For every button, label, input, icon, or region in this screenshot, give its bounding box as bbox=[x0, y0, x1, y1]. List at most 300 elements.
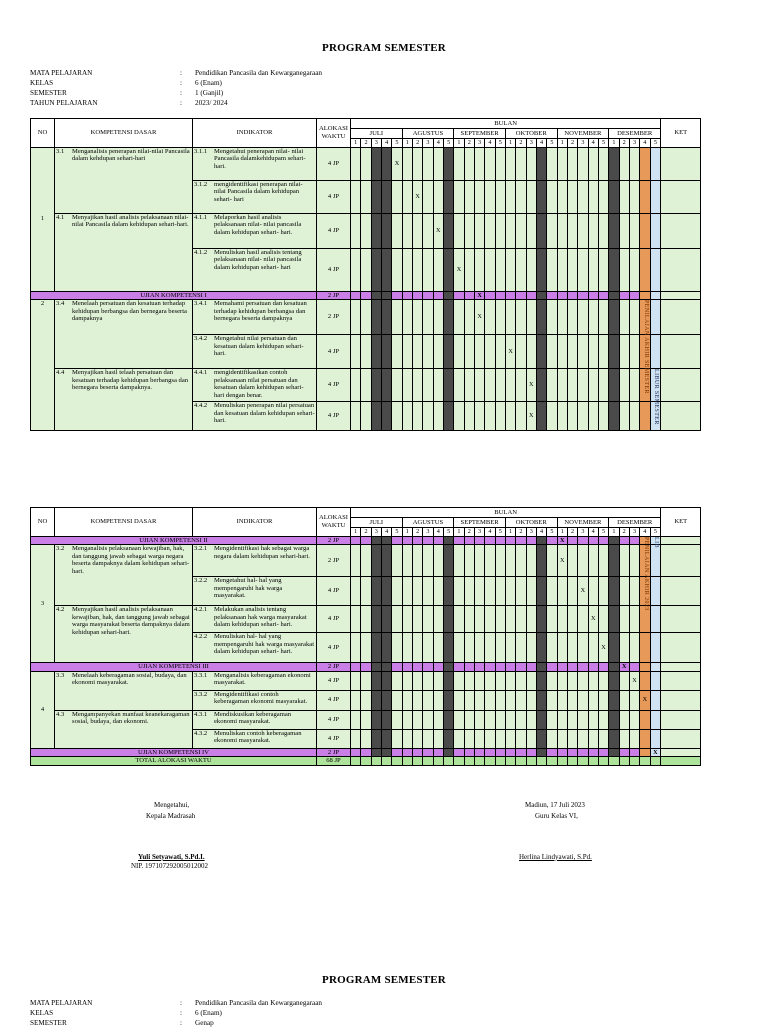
week-cell bbox=[371, 663, 381, 672]
week-cell bbox=[485, 663, 495, 672]
week-cell bbox=[412, 369, 422, 402]
week-cell bbox=[557, 633, 567, 663]
week-cell bbox=[547, 690, 557, 710]
week-cell bbox=[381, 536, 391, 545]
week-cell bbox=[381, 545, 391, 577]
ket-cell bbox=[661, 300, 701, 335]
row-number: 1 bbox=[31, 147, 55, 291]
week-cell bbox=[464, 536, 474, 545]
vertical-note: PENILAIAN AKHIR 2023 bbox=[642, 536, 649, 611]
week-cell bbox=[474, 577, 484, 606]
week-header: 5 bbox=[392, 139, 402, 148]
week-cell bbox=[402, 606, 412, 633]
week-cell bbox=[526, 536, 536, 545]
month-header: AGUSTUS bbox=[402, 518, 454, 528]
meta-key: MATA PELAJARAN bbox=[30, 999, 93, 1007]
week-cell bbox=[619, 729, 629, 748]
week-cell bbox=[619, 536, 629, 545]
week-cell bbox=[526, 147, 536, 180]
week-cell bbox=[485, 335, 495, 369]
kd-cell: 3.2 Menganalisis pelaksanaan kewajiban, hak, dan tanggung jawab sebagai warga negara beserta dampaknya dalam kehidupan sehari-hari. bbox=[55, 545, 193, 606]
meta-sep: : bbox=[180, 1019, 182, 1027]
week-cell bbox=[495, 291, 505, 300]
week-cell bbox=[609, 291, 619, 300]
week-cell bbox=[536, 248, 546, 291]
week-cell bbox=[650, 291, 661, 300]
week-cell bbox=[505, 577, 515, 606]
sign-right-2: Guru Kelas VI, bbox=[535, 812, 578, 820]
week-cell bbox=[443, 147, 453, 180]
week-cell bbox=[578, 147, 588, 180]
week-cell bbox=[474, 213, 484, 248]
week-cell bbox=[598, 606, 608, 633]
week-cell bbox=[351, 291, 361, 300]
week-header: 1 bbox=[454, 528, 464, 537]
week-header: 4 bbox=[640, 139, 650, 148]
week-cell bbox=[495, 147, 505, 180]
week-cell bbox=[423, 690, 433, 710]
alokasi-cell: 4 JP bbox=[317, 606, 351, 633]
week-cell bbox=[619, 577, 629, 606]
week-cell bbox=[650, 690, 661, 710]
week-cell bbox=[640, 248, 650, 291]
week-cell bbox=[474, 335, 484, 369]
week-cell bbox=[412, 248, 422, 291]
week-cell bbox=[454, 757, 464, 766]
week-cell bbox=[547, 369, 557, 402]
week-header: 4 bbox=[588, 528, 598, 537]
week-cell bbox=[423, 300, 433, 335]
week-cell bbox=[516, 633, 526, 663]
week-cell bbox=[402, 369, 412, 402]
week-cell bbox=[547, 710, 557, 729]
week-cell bbox=[454, 335, 464, 369]
week-cell bbox=[412, 300, 422, 335]
week-cell bbox=[598, 633, 608, 663]
week-cell bbox=[454, 402, 464, 431]
week-cell bbox=[650, 335, 661, 369]
week-cell bbox=[443, 300, 453, 335]
ujian-kompetensi-row: UJIAN KOMPETENSI I bbox=[31, 291, 317, 300]
week-cell bbox=[619, 690, 629, 710]
week-cell bbox=[536, 606, 546, 633]
week-cell bbox=[526, 729, 536, 748]
week-cell bbox=[485, 606, 495, 633]
week-cell bbox=[609, 536, 619, 545]
week-cell bbox=[516, 729, 526, 748]
week-cell bbox=[392, 545, 402, 577]
week-cell bbox=[351, 663, 361, 672]
week-cell bbox=[464, 402, 474, 431]
week-cell bbox=[412, 291, 422, 300]
week-header: 4 bbox=[588, 139, 598, 148]
week-cell bbox=[578, 248, 588, 291]
week-cell bbox=[536, 147, 546, 180]
week-cell bbox=[433, 248, 443, 291]
week-cell bbox=[443, 663, 453, 672]
week-cell bbox=[351, 671, 361, 690]
week-cell bbox=[412, 536, 422, 545]
week-cell bbox=[485, 536, 495, 545]
week-cell bbox=[505, 335, 515, 369]
week-cell bbox=[536, 291, 546, 300]
week-cell bbox=[629, 663, 639, 672]
week-cell bbox=[505, 748, 515, 757]
week-cell bbox=[402, 545, 412, 577]
alokasi-cell: 4 JP bbox=[317, 335, 351, 369]
week-cell bbox=[629, 180, 639, 213]
week-cell bbox=[629, 671, 639, 690]
week-cell bbox=[619, 180, 629, 213]
schedule-x-mark: X bbox=[394, 159, 400, 167]
meta-sep: : bbox=[180, 89, 182, 97]
week-cell bbox=[578, 710, 588, 729]
week-header: 2 bbox=[361, 528, 371, 537]
week-cell bbox=[351, 577, 361, 606]
week-header: 4 bbox=[485, 139, 495, 148]
week-cell bbox=[361, 757, 371, 766]
week-cell bbox=[609, 577, 619, 606]
week-cell bbox=[609, 663, 619, 672]
total-jp: 68 JP bbox=[317, 757, 351, 766]
week-header: 4 bbox=[485, 528, 495, 537]
week-header: 2 bbox=[567, 139, 577, 148]
week-cell bbox=[402, 710, 412, 729]
week-cell bbox=[495, 213, 505, 248]
week-cell bbox=[495, 180, 505, 213]
week-header: 2 bbox=[361, 139, 371, 148]
week-cell bbox=[433, 536, 443, 545]
week-cell bbox=[381, 606, 391, 633]
week-cell bbox=[567, 606, 577, 633]
alokasi-cell: 2 JP bbox=[317, 748, 351, 757]
week-cell bbox=[505, 633, 515, 663]
week-cell bbox=[351, 147, 361, 180]
week-cell bbox=[557, 335, 567, 369]
week-cell bbox=[371, 213, 381, 248]
meta-value: Pendidikan Pancasila dan Kewarganegaraan bbox=[195, 999, 322, 1007]
week-cell bbox=[547, 291, 557, 300]
meta-value: Genap bbox=[195, 1019, 214, 1027]
schedule-x-mark: X bbox=[456, 265, 462, 273]
week-cell bbox=[485, 729, 495, 748]
week-cell bbox=[536, 757, 546, 766]
week-cell bbox=[361, 147, 371, 180]
alokasi-cell: 4 JP bbox=[317, 248, 351, 291]
week-cell bbox=[402, 729, 412, 748]
week-cell bbox=[536, 663, 546, 672]
week-cell bbox=[402, 213, 412, 248]
week-cell bbox=[629, 757, 639, 766]
week-cell bbox=[547, 300, 557, 335]
week-cell bbox=[464, 545, 474, 577]
week-cell bbox=[588, 671, 598, 690]
week-cell bbox=[392, 402, 402, 431]
week-cell bbox=[423, 577, 433, 606]
week-cell bbox=[609, 369, 619, 402]
month-header: JULI bbox=[351, 129, 403, 139]
week-cell bbox=[474, 248, 484, 291]
week-cell bbox=[567, 577, 577, 606]
week-header: 5 bbox=[443, 528, 453, 537]
week-cell bbox=[371, 369, 381, 402]
week-cell bbox=[629, 147, 639, 180]
week-cell bbox=[557, 402, 567, 431]
alokasi-cell: 2 JP bbox=[317, 545, 351, 577]
week-cell bbox=[629, 545, 639, 577]
week-header: 4 bbox=[640, 528, 650, 537]
week-cell bbox=[361, 577, 371, 606]
week-cell bbox=[392, 671, 402, 690]
week-cell bbox=[505, 402, 515, 431]
week-cell bbox=[609, 748, 619, 757]
week-header: 1 bbox=[505, 139, 515, 148]
week-cell bbox=[650, 606, 661, 633]
week-cell bbox=[516, 690, 526, 710]
week-cell bbox=[371, 748, 381, 757]
week-header: 4 bbox=[381, 528, 391, 537]
week-cell bbox=[588, 757, 598, 766]
week-cell bbox=[578, 369, 588, 402]
week-header: 2 bbox=[619, 528, 629, 537]
week-cell bbox=[485, 291, 495, 300]
week-cell bbox=[588, 147, 598, 180]
week-cell bbox=[629, 577, 639, 606]
week-cell bbox=[567, 757, 577, 766]
meta-value: 2023/ 2024 bbox=[195, 99, 228, 107]
week-cell bbox=[495, 633, 505, 663]
month-header: DESEMBER bbox=[609, 129, 661, 139]
week-cell bbox=[588, 213, 598, 248]
alokasi-cell: 2 JP bbox=[317, 300, 351, 335]
ujian-kompetensi-row: UJIAN KOMPETENSI II bbox=[31, 536, 317, 545]
week-cell bbox=[351, 710, 361, 729]
week-cell bbox=[578, 335, 588, 369]
alokasi-cell: 4 JP bbox=[317, 402, 351, 431]
week-cell bbox=[361, 300, 371, 335]
week-cell bbox=[598, 147, 608, 180]
meta-sep: : bbox=[180, 99, 182, 107]
week-cell bbox=[423, 748, 433, 757]
week-cell bbox=[371, 402, 381, 431]
week-cell bbox=[567, 663, 577, 672]
week-cell bbox=[578, 300, 588, 335]
week-cell bbox=[516, 300, 526, 335]
week-cell bbox=[443, 671, 453, 690]
week-cell bbox=[485, 710, 495, 729]
sign-left-name: Yuli Setyawati, S.Pd.I. bbox=[138, 853, 205, 861]
week-header: 4 bbox=[433, 528, 443, 537]
week-cell bbox=[516, 147, 526, 180]
week-cell bbox=[547, 248, 557, 291]
week-cell bbox=[361, 402, 371, 431]
week-cell bbox=[443, 577, 453, 606]
week-cell bbox=[392, 335, 402, 369]
col-bulan: BULAN bbox=[351, 119, 661, 129]
week-cell bbox=[629, 690, 639, 710]
week-cell bbox=[557, 710, 567, 729]
week-cell bbox=[464, 180, 474, 213]
week-cell bbox=[578, 663, 588, 672]
week-cell bbox=[598, 213, 608, 248]
week-header: 3 bbox=[371, 139, 381, 148]
week-cell bbox=[423, 671, 433, 690]
week-cell bbox=[526, 690, 536, 710]
schedule-x-mark: X bbox=[477, 313, 482, 321]
week-cell bbox=[464, 633, 474, 663]
week-cell bbox=[433, 671, 443, 690]
week-cell bbox=[474, 147, 484, 180]
week-cell bbox=[609, 757, 619, 766]
week-cell bbox=[381, 690, 391, 710]
week-cell bbox=[526, 248, 536, 291]
week-cell bbox=[474, 402, 484, 431]
week-cell bbox=[351, 729, 361, 748]
week-cell bbox=[485, 545, 495, 577]
week-cell bbox=[547, 606, 557, 633]
week-cell bbox=[485, 577, 495, 606]
week-header: 1 bbox=[351, 528, 361, 537]
week-cell bbox=[536, 536, 546, 545]
week-cell bbox=[433, 335, 443, 369]
week-cell bbox=[629, 633, 639, 663]
week-cell bbox=[495, 300, 505, 335]
week-cell bbox=[433, 369, 443, 402]
week-cell bbox=[567, 690, 577, 710]
week-cell bbox=[567, 180, 577, 213]
week-cell bbox=[412, 671, 422, 690]
week-cell bbox=[588, 710, 598, 729]
meta-key: SEMESTER bbox=[30, 1019, 67, 1027]
indikator-cell: 3.2.1 Mengidentifikasi hak sebagai warga negara dalam kehidupan sehari-hari. bbox=[193, 545, 317, 577]
week-cell bbox=[423, 729, 433, 748]
week-cell bbox=[578, 606, 588, 633]
week-header: 2 bbox=[412, 528, 422, 537]
week-cell bbox=[619, 248, 629, 291]
week-cell bbox=[588, 369, 598, 402]
week-cell bbox=[351, 690, 361, 710]
week-cell bbox=[557, 147, 567, 180]
week-cell bbox=[609, 671, 619, 690]
week-cell bbox=[402, 335, 412, 369]
week-cell bbox=[454, 671, 464, 690]
week-cell bbox=[598, 577, 608, 606]
week-cell bbox=[371, 291, 381, 300]
week-cell bbox=[557, 606, 567, 633]
week-cell bbox=[609, 545, 619, 577]
week-cell bbox=[619, 671, 629, 690]
ket-cell bbox=[661, 545, 701, 577]
week-cell bbox=[619, 710, 629, 729]
week-cell bbox=[454, 633, 464, 663]
week-cell bbox=[629, 291, 639, 300]
week-cell bbox=[557, 248, 567, 291]
week-cell bbox=[650, 671, 661, 690]
vertical-note: PENILAIAN AKHIR SEMESTER bbox=[642, 300, 649, 395]
vertical-note: LIBUR SEMESTER bbox=[653, 369, 660, 425]
week-cell bbox=[495, 710, 505, 729]
week-cell bbox=[485, 671, 495, 690]
week-cell bbox=[433, 633, 443, 663]
week-cell bbox=[640, 300, 650, 395]
week-header: 5 bbox=[443, 139, 453, 148]
week-cell bbox=[371, 335, 381, 369]
week-cell bbox=[516, 663, 526, 672]
week-cell bbox=[381, 729, 391, 748]
week-cell bbox=[505, 300, 515, 335]
week-cell bbox=[485, 248, 495, 291]
week-header: 2 bbox=[619, 139, 629, 148]
week-cell bbox=[547, 213, 557, 248]
week-cell bbox=[423, 402, 433, 431]
week-cell bbox=[381, 213, 391, 248]
meta-key: MATA PELAJARAN bbox=[30, 69, 93, 77]
indikator-cell: 3.1.2 mengidentifikasi penerapan nilai- nilai Pancasila dalam kehidupan sehari- hari bbox=[193, 180, 317, 213]
week-cell bbox=[629, 335, 639, 369]
sign-left-2: Kepala Madrasah bbox=[146, 812, 196, 820]
week-cell bbox=[505, 671, 515, 690]
schedule-x-mark: X bbox=[415, 192, 420, 200]
week-cell bbox=[609, 248, 619, 291]
week-cell bbox=[381, 369, 391, 402]
week-cell bbox=[351, 545, 361, 577]
week-cell bbox=[547, 729, 557, 748]
week-cell bbox=[567, 335, 577, 369]
week-cell bbox=[412, 147, 422, 180]
week-cell bbox=[495, 577, 505, 606]
ket-cell bbox=[661, 213, 701, 248]
schedule-x-mark: X bbox=[621, 663, 627, 671]
month-header: NOVEMBER bbox=[557, 129, 609, 139]
week-cell bbox=[371, 671, 381, 690]
week-cell bbox=[454, 606, 464, 633]
week-cell bbox=[629, 248, 639, 291]
ket-cell bbox=[661, 671, 701, 690]
week-cell bbox=[433, 729, 443, 748]
week-cell bbox=[526, 577, 536, 606]
week-cell bbox=[361, 248, 371, 291]
month-header: SEPTEMBER bbox=[454, 129, 506, 139]
month-header: DESEMBER bbox=[609, 518, 661, 528]
alokasi-cell: 4 JP bbox=[317, 633, 351, 663]
week-cell bbox=[423, 248, 433, 291]
week-cell bbox=[557, 748, 567, 757]
week-cell bbox=[578, 729, 588, 748]
week-cell bbox=[361, 545, 371, 577]
week-cell bbox=[412, 663, 422, 672]
week-cell bbox=[526, 633, 536, 663]
week-cell bbox=[516, 213, 526, 248]
week-cell bbox=[485, 300, 495, 335]
week-header: 2 bbox=[567, 528, 577, 537]
week-cell bbox=[547, 536, 557, 545]
week-cell bbox=[598, 690, 608, 710]
week-cell bbox=[495, 335, 505, 369]
week-cell bbox=[526, 291, 536, 300]
week-cell bbox=[567, 213, 577, 248]
ket-cell bbox=[661, 729, 701, 748]
week-cell bbox=[578, 180, 588, 213]
week-cell bbox=[505, 291, 515, 300]
week-cell bbox=[443, 748, 453, 757]
week-cell bbox=[485, 402, 495, 431]
week-cell bbox=[609, 300, 619, 335]
indikator-cell: 3.3.2 Mengidentifikasi contoh keberagaman ekonomi masyarakat. bbox=[193, 690, 317, 710]
week-cell bbox=[650, 213, 661, 248]
kd-cell: 3.1 Menganalisis penerapan nilai-nilai Pancasila dalam kehdupan sehari-hari bbox=[55, 147, 193, 213]
week-cell bbox=[361, 633, 371, 663]
week-cell bbox=[474, 300, 484, 335]
